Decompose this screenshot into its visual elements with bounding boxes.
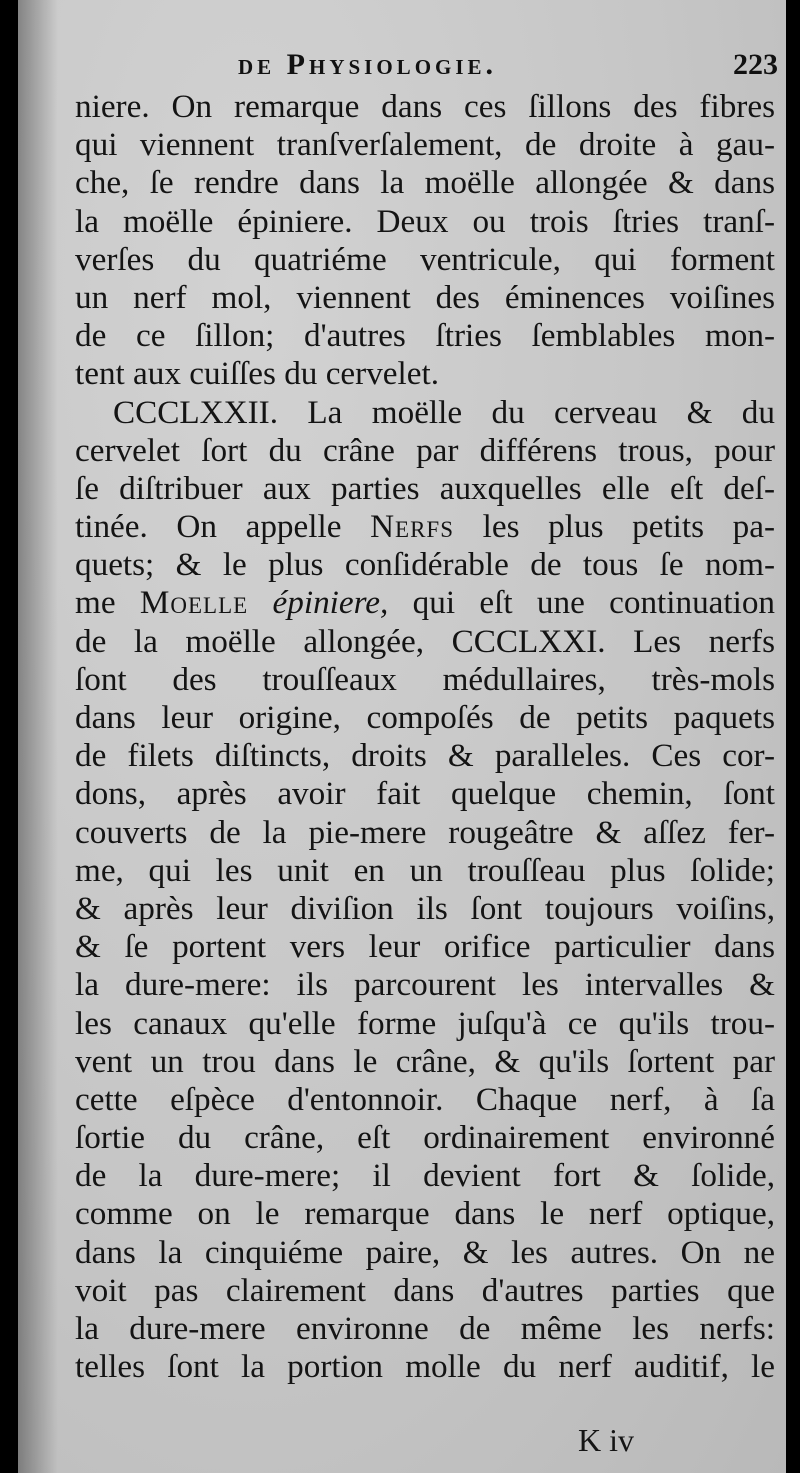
term-moelle: Moelle xyxy=(139,584,249,622)
text-line: dons, après avoir fait quelque chemin, ſont xyxy=(75,775,775,813)
signature-mark: K iv xyxy=(578,1422,634,1458)
text-line: de filets diſtincts, droits & paralleles. Ces cor- xyxy=(75,737,775,775)
text-line: comme on le remarque dans le nerf optique, xyxy=(75,1195,775,1233)
text-line: vent un trou dans le crâne, & qu'ils ſortent par xyxy=(75,1042,775,1080)
text-line: de la dure-mere; il devient fort & ſolide, xyxy=(75,1157,775,1195)
text-line: telles ſont la portion molle du nerf auditif, le xyxy=(75,1348,775,1386)
text-segment: tinée. On appelle xyxy=(75,508,342,546)
text-segment: les plus petits pa- xyxy=(482,508,776,546)
text-line: la moëlle épiniere. Deux ou trois ſtries tranſ- xyxy=(75,202,775,240)
text-line: qui viennent tranſverſalement, de droite à gau- xyxy=(75,126,775,164)
text-line: dans la cinquiéme paire, & les autres. On ne xyxy=(75,1233,775,1271)
text-line: ſortie du crâne, eſt ordinairement environné xyxy=(75,1119,775,1157)
text-segment: me xyxy=(75,584,116,622)
text-line: verſes du quatriéme ventricule, qui forment xyxy=(75,240,775,278)
text-line: de ce ſillon; d'autres ſtries ſemblables mon- xyxy=(75,317,775,355)
text-line: la dure-mere: ils parcourent les intervalles & xyxy=(75,966,775,1004)
text-line: dans leur origine, compoſés de petits paquets xyxy=(75,699,775,736)
text-line: niere. On remarque dans ces ſillons des fibres xyxy=(75,88,775,125)
running-head xyxy=(78,48,778,88)
text-line: quets; & le plus conſidérable de tous ſe nom- xyxy=(75,546,775,584)
text-line-with-term xyxy=(75,508,775,546)
text-line: un nerf mol, viennent des éminences voiſines xyxy=(75,278,775,316)
text-line: tent aux cuiſſes du cervelet. xyxy=(75,355,439,393)
text-line: cette eſpèce d'entonnoir. Chaque nerf, à ſa xyxy=(75,1080,775,1118)
running-title: de Physiologie. xyxy=(238,48,498,81)
text-line: de la moëlle allongée, CCCLXXI. Les nerfs xyxy=(75,622,775,660)
text-line: voit pas clairement dans d'autres parties que xyxy=(75,1271,775,1309)
term-epiniere: épiniere, xyxy=(272,584,389,622)
text-line: les canaux qu'elle forme juſqu'à ce qu'ils trou- xyxy=(75,1004,775,1042)
text-line: cervelet ſort du crâne par différens trous, pour xyxy=(75,431,775,469)
text-line: che, ſe rendre dans la moëlle allongée & dans xyxy=(75,164,775,202)
text-line: me, qui les unit en un trouſſeau plus ſolide; xyxy=(75,851,775,889)
text-segment: qui eſt une continuation xyxy=(412,584,776,622)
text-line: & après leur diviſion ils ſont toujours voiſins, xyxy=(75,889,775,927)
text-line-with-term xyxy=(75,584,775,622)
term-nerfs: Nerfs xyxy=(370,508,455,546)
text-line: ſe diſtribuer aux parties auxquelles elle eſt deſ- xyxy=(75,469,775,507)
binding-shadow xyxy=(18,0,58,1473)
text-line: couverts de la pie-mere rougeâtre & aſſez fer- xyxy=(75,813,775,851)
text-line: & ſe portent vers leur orifice particulier dans xyxy=(75,928,775,966)
body-text xyxy=(75,88,775,1386)
text-line: ſont des trouſſeaux médullaires, très-mols xyxy=(75,660,775,698)
page-number: 223 xyxy=(733,48,778,81)
text-line: la dure-mere environne de même les nerfs: xyxy=(75,1310,775,1347)
section-start-line: CCCLXXII. La moëlle du cerveau & du xyxy=(113,393,775,431)
book-page xyxy=(18,0,786,1473)
